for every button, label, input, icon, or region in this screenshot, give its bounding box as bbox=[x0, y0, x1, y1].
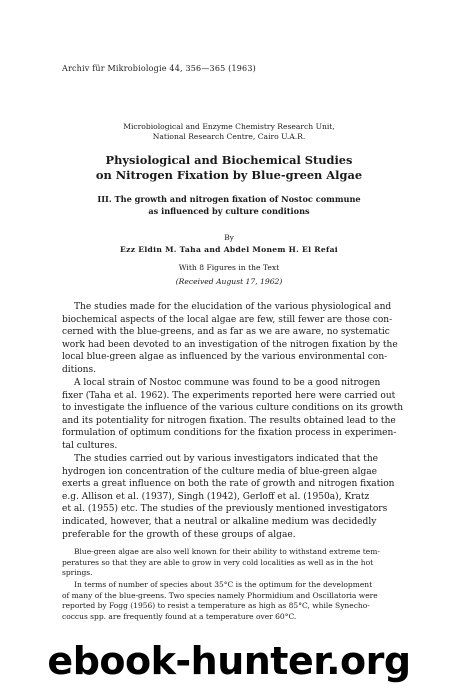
subtitle-line-2: as influenced by culture conditions bbox=[148, 206, 310, 216]
text-line: preferable for the growth of these groups of algae. bbox=[62, 529, 296, 540]
text-line: indicated, however, that a neutral or alkaline medium was decidedly bbox=[62, 516, 377, 527]
small-text-line: reported by Fogg (1956) to resist a temperature as high as 85°C, while Synecho- bbox=[62, 601, 370, 611]
text-line: cerned with the blue-greens, and as far as we are aware, no systematic bbox=[62, 327, 390, 338]
affiliation-line-2: National Research Centre, Cairo U.A.R. bbox=[152, 132, 306, 141]
text-line: biochemical aspects of the local algae are few, still fewer are those con- bbox=[62, 314, 393, 325]
small-text-line: of many of the blue-greens. Two species namely Phormidium and Oscillatoria were bbox=[62, 590, 378, 600]
paragraph-2 bbox=[62, 377, 404, 453]
text-line: The studies carried out by various investigators indicated that the bbox=[74, 454, 379, 464]
by-label: By bbox=[224, 233, 234, 242]
paragraph-3 bbox=[62, 453, 396, 541]
text-line: hydrogen ion concentration of the culture media of blue-green algae bbox=[62, 466, 378, 477]
title-line-2: on Nitrogen Fixation by Blue-green Algae bbox=[95, 168, 363, 182]
figures-note: With 8 Figures in the Text bbox=[178, 263, 280, 272]
text-line: to investigate the influence of the various culture conditions on its growth bbox=[62, 403, 404, 414]
title-line-1: Physiological and Biochemical Studies bbox=[105, 153, 353, 167]
small-text-line: peratures so that they are able to grow in very cold localities as well as in the hot bbox=[62, 557, 374, 567]
subtitle-line-1: III. The growth and nitrogen fixation of Nostoc commune bbox=[97, 194, 361, 204]
authors: Ezz Eldin M. Taha and Abdel Monem H. El Refai bbox=[120, 245, 338, 254]
received-date: (Received August 17, 1962) bbox=[175, 277, 283, 286]
text-line: et al. (1955) etc. The studies of the previously mentioned investigators bbox=[62, 504, 388, 515]
text-line: fixer (Taha et al. 1962). The experiments reported here were carried out bbox=[62, 390, 396, 401]
small-text-line: springs. bbox=[62, 568, 93, 578]
text-line: ditions. bbox=[62, 364, 97, 375]
text-line: work had been devoted to an investigation of the nitrogen fixation by the bbox=[62, 339, 398, 350]
affiliation-line-1: Microbiological and Enzyme Chemistry Research Unit, bbox=[123, 122, 335, 131]
text-line: exerts a great influence on both the rate of growth and nitrogen fixation bbox=[62, 479, 395, 490]
small-paragraph-2 bbox=[62, 580, 396, 622]
watermark-text: ebook-hunter.org bbox=[47, 639, 411, 683]
small-text-line: In terms of number of species about 35°C is the optimum for the development bbox=[74, 580, 373, 589]
text-line: The studies made for the elucidation of the various physiological and bbox=[74, 302, 392, 312]
text-line: e.g. Allison et al. (1937), Singh (1942), Gerloff et al. (1950a), Kratz bbox=[62, 491, 370, 502]
text-line: and its potentiality for nitrogen fixation. The results obtained lead to the bbox=[62, 415, 396, 426]
small-paragraph-1 bbox=[62, 547, 396, 579]
watermark-banner bbox=[0, 632, 458, 690]
text-line: formulation of optimum conditions for the fixation process in experimen- bbox=[62, 428, 397, 439]
paragraph-1 bbox=[62, 301, 396, 377]
journal-citation: Archiv für Mikrobiologie 44, 356—365 (1963) bbox=[62, 64, 256, 73]
small-text-line: coccus spp. are frequently found at a temperature over 60°C. bbox=[62, 611, 297, 621]
text-line: tal cultures. bbox=[62, 440, 118, 451]
text-line: local blue-green algae as influenced by the various environmental con- bbox=[62, 352, 388, 363]
text-line: A local strain of Nostoc commune was found to be a good nitrogen bbox=[74, 378, 381, 388]
small-text-line: Blue-green algae are also well known for their ability to withstand extreme tem- bbox=[74, 547, 380, 556]
